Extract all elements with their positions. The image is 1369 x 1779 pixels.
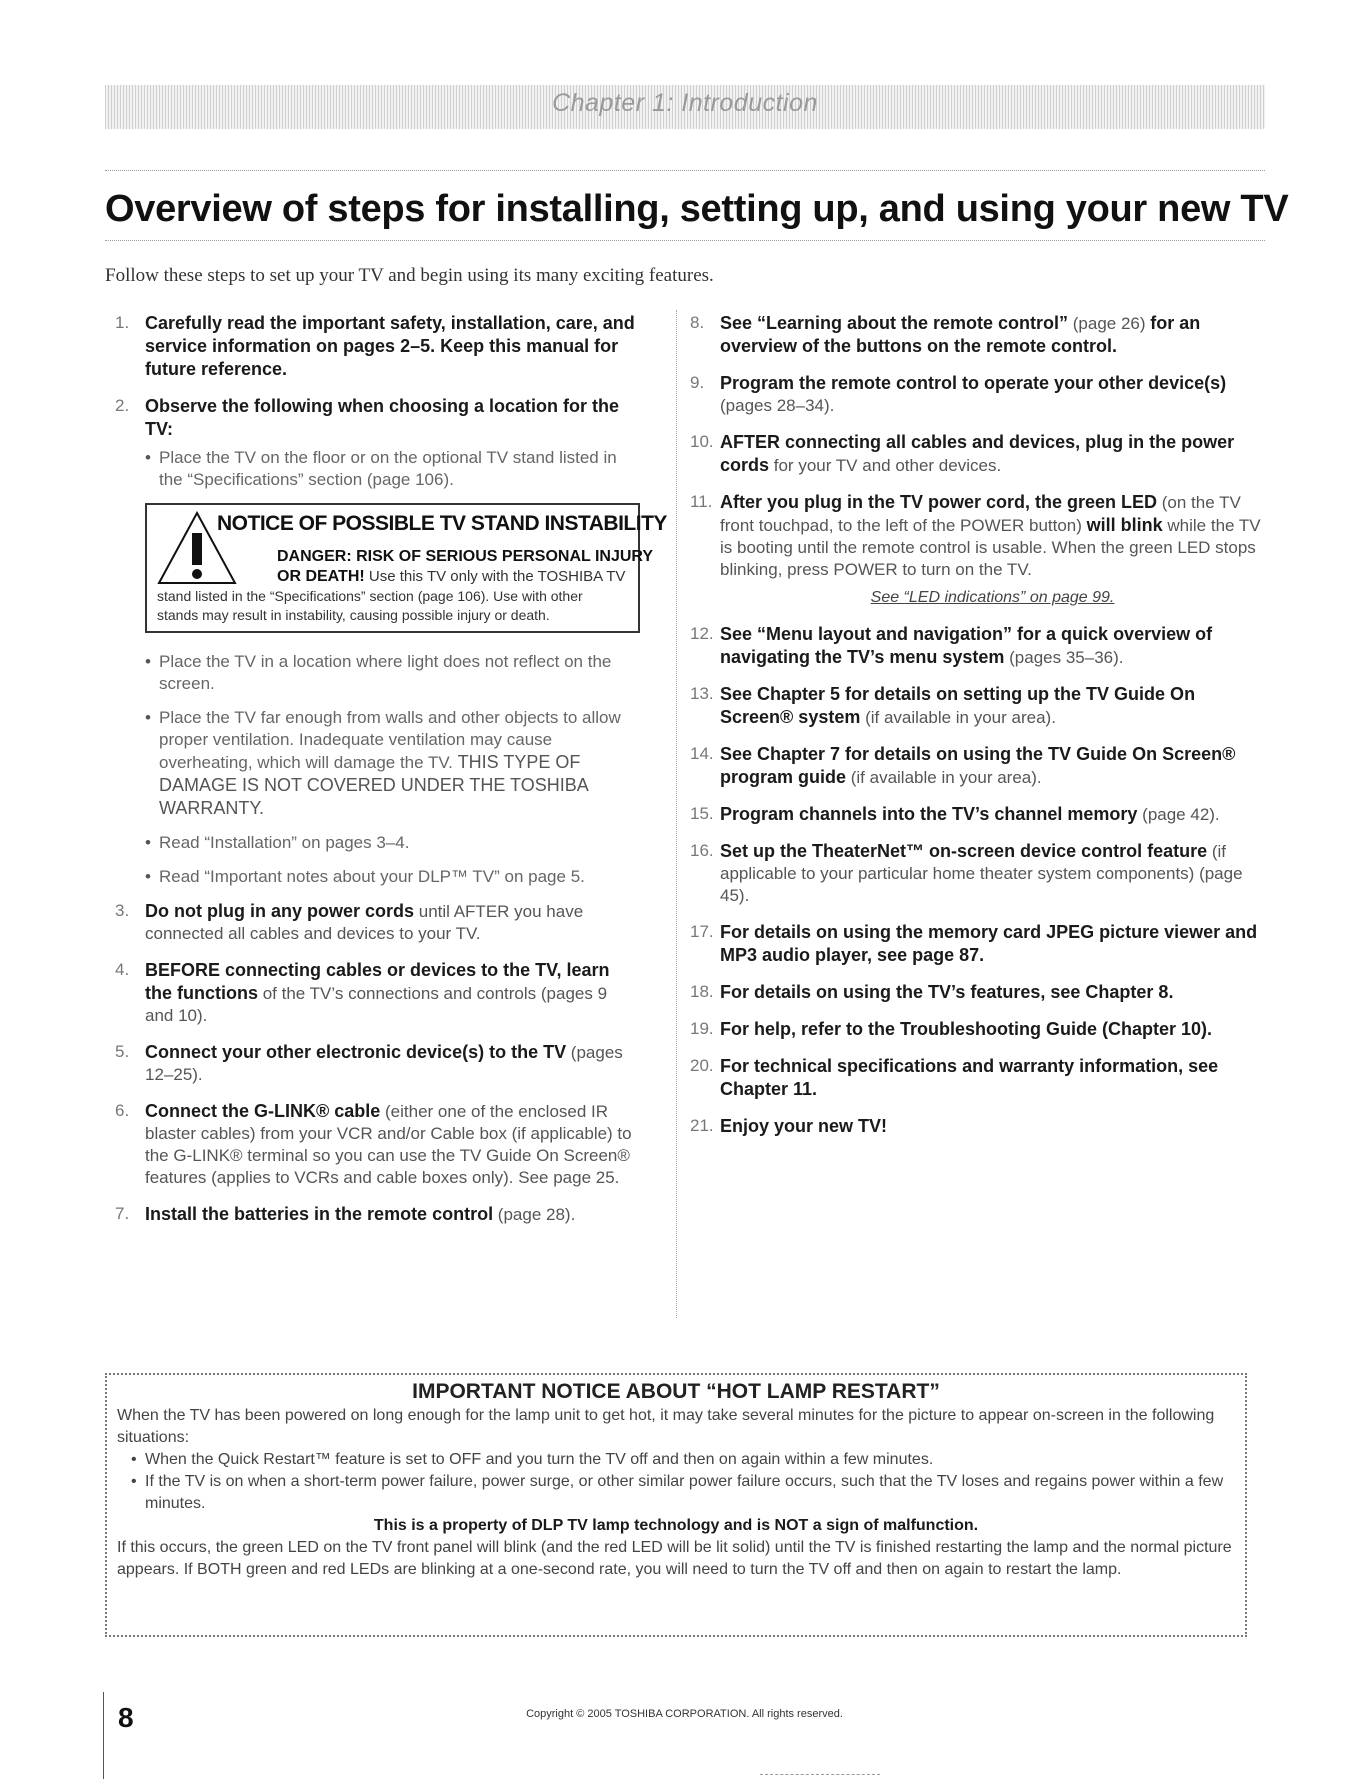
step-11 bbox=[690, 491, 1265, 609]
step-bold: will blink bbox=[1086, 515, 1163, 535]
step-text: for your TV and other devices. bbox=[769, 456, 1002, 475]
stand-instability-notice bbox=[145, 503, 667, 633]
bottom-rule bbox=[760, 1774, 880, 1775]
step-number: 21. bbox=[690, 1116, 714, 1135]
step-number: 1. bbox=[115, 313, 130, 332]
step-bold: Enjoy your new TV! bbox=[720, 1116, 888, 1136]
step-text: (either one of the enclosed IR blaster cables) from your VCR and/or Cable box (if applicable) to the G-LINK® terminal so you can use the TV Guide On Screen® features (applies to VCRs and cable boxes only). See page 25. bbox=[145, 1102, 632, 1187]
step-number: 10. bbox=[690, 432, 714, 451]
list-item: • Read “Installation” on pages 3–4. bbox=[145, 832, 640, 854]
step-bold: See “Menu layout and navigation” for a quick overview of navigating the TV’s menu system bbox=[720, 624, 1213, 667]
step-text: until AFTER you have connected all cables and devices to your TV. bbox=[145, 902, 584, 943]
step-1 bbox=[115, 312, 640, 381]
led-indications-link[interactable]: See “LED indications” on page 99. bbox=[870, 589, 1115, 606]
step-bold: For details on using the TV’s features, see Chapter 8. bbox=[720, 982, 1174, 1002]
step-bold: For details on using the memory card JPEG picture viewer and MP3 audio player, see page 87. bbox=[720, 922, 1258, 965]
title-bottom-rule bbox=[105, 240, 1265, 241]
list-item: • Read “Important notes about your DLP™ TV” on page 5. bbox=[145, 866, 640, 888]
step-text: of the TV’s connections and controls (pages 9 and 10). bbox=[145, 984, 608, 1025]
step-bold: AFTER connecting all cables and devices, plug in the power cords bbox=[720, 432, 1235, 475]
step-number: 4. bbox=[115, 960, 130, 979]
step-number: 19. bbox=[690, 1019, 714, 1038]
step-19 bbox=[690, 1018, 1265, 1041]
step-number: 18. bbox=[690, 982, 714, 1001]
step-14 bbox=[690, 743, 1265, 789]
step-6 bbox=[115, 1100, 640, 1189]
step-bold: After you plug in the TV power cord, the green LED bbox=[720, 492, 1158, 512]
step-text: (if available in your area). bbox=[860, 708, 1056, 727]
step-number: 12. bbox=[690, 624, 714, 643]
notice-line-3: stand listed in the “Specifications” section (page 106). Use with other bbox=[157, 588, 583, 604]
step-18 bbox=[690, 981, 1265, 1004]
step-number: 2. bbox=[115, 396, 130, 415]
step-bold: For help, refer to the Troubleshooting Guide (Chapter 10). bbox=[720, 1019, 1213, 1039]
warranty-warning: THIS TYPE OF DAMAGE IS NOT COVERED UNDER THE TOSHIBA WARRANTY. bbox=[159, 752, 588, 818]
step-15 bbox=[690, 803, 1265, 826]
step-bold: Set up the TheaterNet™ on-screen device control feature bbox=[720, 841, 1208, 861]
step-text: Carefully read the important safety, installation, care, and service information on pages 2–5. Keep this manual for future reference. bbox=[145, 313, 635, 379]
step-number: 14. bbox=[690, 744, 714, 763]
step-text: (page 26) bbox=[1068, 314, 1151, 333]
step-bold: Connect the G-LINK® cable bbox=[145, 1101, 381, 1121]
list-item: • If the TV is on when a short-term power failure, power surge, or other similar power failure occurs, such that the TV loses and regains power within a few minutes. bbox=[117, 1471, 1235, 1515]
step-text: (page 28). bbox=[493, 1205, 576, 1224]
step-text: while the TV is booting until the remote control is usable. When the green LED stops blinking, press POWER to turn on the TV. bbox=[720, 516, 1261, 579]
step-13 bbox=[690, 683, 1265, 729]
step-10 bbox=[690, 431, 1265, 477]
hot-lamp-restart-notice bbox=[105, 1373, 1247, 1637]
step-number: 15. bbox=[690, 804, 714, 823]
step-text: (on the TV front touchpad, to the left of the POWER button) bbox=[720, 493, 1241, 535]
column-divider bbox=[676, 310, 677, 1318]
step-bold: See “Learning about the remote control” bbox=[720, 313, 1069, 333]
step-9 bbox=[690, 372, 1265, 417]
step-number: 6. bbox=[115, 1101, 130, 1120]
step-number: 13. bbox=[690, 684, 714, 703]
chapter-label: Chapter 1: Introduction bbox=[552, 89, 818, 117]
page-edge-rule bbox=[103, 1692, 104, 1779]
list-item: • When the Quick Restart™ feature is set to OFF and you turn the TV off and then on again within a few minutes. bbox=[117, 1449, 1235, 1471]
left-column bbox=[115, 312, 667, 1240]
notice-title: IMPORTANT NOTICE ABOUT “HOT LAMP RESTART” bbox=[412, 1380, 940, 1403]
intro-text: Follow these steps to set up your TV and begin using its many exciting features. bbox=[105, 265, 714, 286]
step-number: 8. bbox=[690, 313, 705, 332]
step-bold: Program channels into the TV’s channel memory bbox=[720, 804, 1138, 824]
notice-or-death: OR DEATH! bbox=[277, 568, 365, 585]
step-7 bbox=[115, 1203, 640, 1226]
step-text: (pages 28–34). bbox=[720, 396, 835, 415]
step-bold: for an overview of the buttons on the remote control. bbox=[720, 313, 1201, 356]
notice-line-2 bbox=[277, 567, 628, 587]
step-bold: BEFORE connecting cables or devices to the TV, learn the functions bbox=[145, 960, 610, 1003]
list-item bbox=[145, 707, 640, 820]
chapter-header-band bbox=[105, 85, 1265, 129]
step-bold: Connect your other electronic device(s) to the TV bbox=[145, 1042, 567, 1062]
warning-triangle-icon bbox=[157, 511, 237, 585]
step-17 bbox=[690, 921, 1265, 967]
notice-line-2-text: Use this TV only with the TOSHIBA TV bbox=[368, 568, 626, 585]
step-bold: See Chapter 7 for details on using the TV Guide On Screen® program guide bbox=[720, 744, 1236, 787]
right-column bbox=[690, 312, 1265, 1152]
step-number: 17. bbox=[690, 922, 714, 941]
step-number: 9. bbox=[690, 373, 705, 392]
step-number: 5. bbox=[115, 1042, 130, 1061]
notice-paragraph-2: If this occurs, the green LED on the TV front panel will blink (and the red LED will be lit solid) until the TV is finished restarting the lamp and the normal picture appears. If BOTH green and red LEDs are blinking at a one-second rate, you will need to turn the TV off and then on again to restart the lamp. bbox=[117, 1539, 1232, 1578]
step-text: Observe the following when choosing a location for the TV: bbox=[145, 396, 620, 439]
notice-emphasis: This is a property of DLP TV lamp technology and is NOT a sign of malfunction. bbox=[373, 1517, 979, 1534]
step-16 bbox=[690, 840, 1265, 907]
step-12 bbox=[690, 623, 1265, 669]
step-text: (if applicable to your particular home theater system components) (page 45). bbox=[720, 842, 1243, 905]
page-title: Overview of steps for installing, setting up, and using your new TV bbox=[105, 188, 1289, 230]
step-text: (pages 35–36). bbox=[1004, 648, 1124, 667]
step-number: 11. bbox=[690, 492, 713, 511]
step-bold: Install the batteries in the remote control bbox=[145, 1204, 494, 1224]
step-bold: Program the remote control to operate your other device(s) bbox=[720, 373, 1227, 393]
step-21 bbox=[690, 1115, 1265, 1138]
step-4 bbox=[115, 959, 640, 1027]
list-item: • Place the TV on the floor or on the optional TV stand listed in the “Specifications” section (page 106). bbox=[145, 447, 640, 491]
step-bold: Do not plug in any power cords bbox=[145, 901, 415, 921]
step-5 bbox=[115, 1041, 640, 1086]
step-bold: See Chapter 5 for details on setting up the TV Guide On Screen® system bbox=[720, 684, 1196, 727]
step-2 bbox=[115, 395, 640, 441]
step-number: 20. bbox=[690, 1056, 714, 1075]
step-text: (page 42). bbox=[1137, 805, 1220, 824]
notice-title: NOTICE OF POSSIBLE TV STAND INSTABILITY bbox=[217, 512, 667, 535]
list-item-text: Place the TV far enough from walls and other objects to allow proper ventilation. Inadequate ventilation may cause overheating, which will damage the TV. bbox=[159, 708, 621, 772]
step-number: 16. bbox=[690, 841, 714, 860]
step-number: 7. bbox=[115, 1204, 130, 1223]
copyright: Copyright © 2005 TOSHIBA CORPORATION. All rights reserved. bbox=[526, 1708, 843, 1720]
step-20 bbox=[690, 1055, 1265, 1101]
step-bold: For technical specifications and warranty information, see Chapter 11. bbox=[720, 1056, 1219, 1099]
page-number: 8 bbox=[118, 1702, 134, 1733]
step-8 bbox=[690, 312, 1265, 358]
step-text: (if available in your area). bbox=[846, 768, 1042, 787]
step-3 bbox=[115, 900, 640, 945]
notice-paragraph-1: When the TV has been powered on long enough for the lamp unit to get hot, it may take several minutes for the picture to appear on-screen in the following situations: bbox=[117, 1407, 1215, 1446]
notice-line-4: stands may result in instability, causing possible injury or death. bbox=[157, 607, 550, 623]
step-text: (pages 12–25). bbox=[145, 1043, 623, 1084]
list-item: • Place the TV in a location where light does not reflect on the screen. bbox=[145, 651, 640, 695]
notice-danger: DANGER: RISK OF SERIOUS PERSONAL INJURY bbox=[277, 548, 654, 565]
title-top-rule bbox=[105, 170, 1265, 171]
step-number: 3. bbox=[115, 901, 130, 920]
